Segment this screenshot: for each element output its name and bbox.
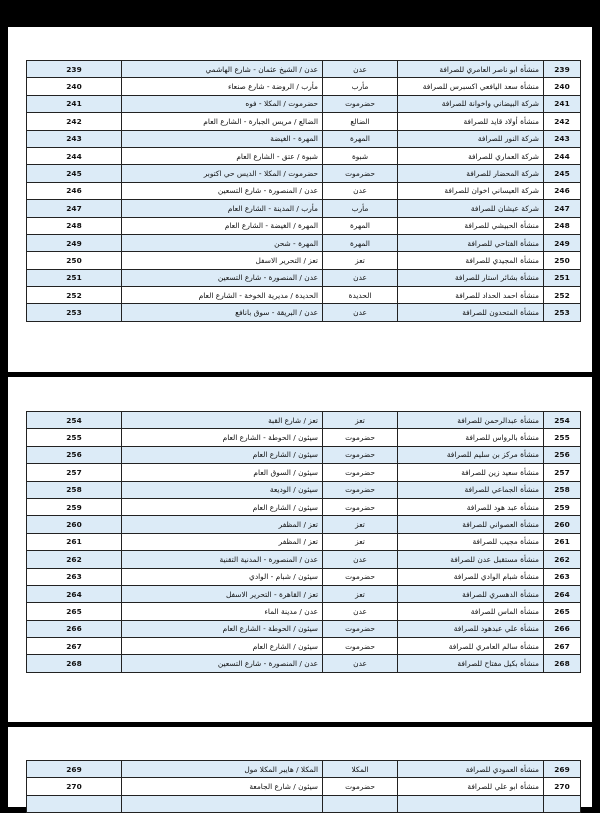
exchange-name-cell: شركة البيضاني واخوانة للصرافة [398, 95, 544, 112]
governorate-cell: تعز [323, 516, 398, 533]
governorate-cell: المكلا [323, 761, 398, 778]
governorate-cell: حضرموت [323, 95, 398, 112]
governorate-cell: عدن [323, 269, 398, 286]
address-cell: مأرب / الروضة - شارع صنعاء [122, 78, 323, 95]
row-number-left: 244 [27, 147, 122, 164]
row-number-left: 255 [27, 429, 122, 446]
table-row [27, 287, 581, 304]
row-number-right: 245 [544, 165, 581, 182]
row-number-left [27, 795, 122, 812]
exchange-registry-table [26, 760, 581, 813]
address-cell: الحديدة / مديرية الخوخة - الشارع العام [122, 287, 323, 304]
exchange-name-cell: منشأة سعد اليافعي اكسبرس للصرافة [398, 78, 544, 95]
document-page-3 [8, 727, 592, 807]
row-number-left: 246 [27, 182, 122, 199]
address-cell: عدن / المنصورة - المدنية التقنية [122, 551, 323, 568]
address-cell: عدن / المنصورة - شارع التسعين [122, 269, 323, 286]
exchange-name-cell: منشأة ابو ناصر العامري للصرافة [398, 61, 544, 78]
exchange-name-cell: منشأة شبام الوادي للصرافة [398, 568, 544, 585]
row-number-left: 267 [27, 638, 122, 655]
governorate-cell: تعز [323, 533, 398, 550]
exchange-name-cell: منشأة سعيد زين للصرافة [398, 464, 544, 481]
row-number-left: 240 [27, 78, 122, 95]
exchange-name-cell: منشأة مستقبل عدن للصرافة [398, 551, 544, 568]
exchange-name-cell: منشأة المتحدون للصرافة [398, 304, 544, 321]
row-number-left: 252 [27, 287, 122, 304]
row-number-right: 263 [544, 568, 581, 585]
row-number-left: 256 [27, 446, 122, 463]
governorate-cell: المهرة [323, 217, 398, 234]
address-cell: المكلا / هايبر المكلا مول [122, 761, 323, 778]
table-row [27, 603, 581, 620]
exchange-name-cell: منشأة أولاد قايد للصرافة [398, 113, 544, 130]
table-row [27, 446, 581, 463]
governorate-cell: حضرموت [323, 429, 398, 446]
exchange-name-cell: منشأة علي عبدهود للصرافة [398, 620, 544, 637]
row-number-right: 244 [544, 147, 581, 164]
governorate-cell: حضرموت [323, 165, 398, 182]
table-row [27, 638, 581, 655]
governorate-cell: المهرة [323, 130, 398, 147]
row-number-right: 256 [544, 446, 581, 463]
governorate-cell: حضرموت [323, 481, 398, 498]
exchange-name-cell: منشأة مركز بن سليم للصرافة [398, 446, 544, 463]
address-cell: سيئون / السوق العام [122, 464, 323, 481]
exchange-name-cell: شركة المحضار للصرافة [398, 165, 544, 182]
row-number-left: 250 [27, 252, 122, 269]
document-page-1 [8, 27, 592, 372]
row-number-right: 251 [544, 269, 581, 286]
row-number-right: 240 [544, 78, 581, 95]
row-number-left: 245 [27, 165, 122, 182]
row-number-right: 252 [544, 287, 581, 304]
row-number-left: 270 [27, 778, 122, 795]
row-number-left: 260 [27, 516, 122, 533]
exchange-name-cell: منشأة الماس للصرافة [398, 603, 544, 620]
address-cell: تعز / المظفر [122, 533, 323, 550]
table-row [27, 95, 581, 112]
table-row [27, 412, 581, 429]
row-number-right: 241 [544, 95, 581, 112]
row-number-right: 242 [544, 113, 581, 130]
row-number-right: 264 [544, 585, 581, 602]
row-number-right: 267 [544, 638, 581, 655]
row-number-right: 253 [544, 304, 581, 321]
table-row [27, 655, 581, 672]
governorate-cell [323, 795, 398, 812]
governorate-cell: المهرة [323, 234, 398, 251]
table-row [27, 113, 581, 130]
row-number-left: 257 [27, 464, 122, 481]
table-row [27, 182, 581, 199]
governorate-cell: مأرب [323, 200, 398, 217]
row-number-right: 247 [544, 200, 581, 217]
address-cell: تعز / شارع القبة [122, 412, 323, 429]
governorate-cell: تعز [323, 585, 398, 602]
row-number-right: 249 [544, 234, 581, 251]
address-cell: عدن / المنصورة - شارع التسعين [122, 182, 323, 199]
table-row [27, 481, 581, 498]
exchange-name-cell: شركة النور للصرافة [398, 130, 544, 147]
governorate-cell: تعز [323, 252, 398, 269]
address-cell [122, 795, 323, 812]
row-number-right: 239 [544, 61, 581, 78]
address-cell: عدن / مدينة الماء [122, 603, 323, 620]
exchange-name-cell: شركة العماري للصرافة [398, 147, 544, 164]
row-number-right: 260 [544, 516, 581, 533]
table-row [27, 61, 581, 78]
row-number-left: 268 [27, 655, 122, 672]
row-number-left: 254 [27, 412, 122, 429]
row-number-left: 247 [27, 200, 122, 217]
row-number-right: 269 [544, 761, 581, 778]
row-number-right: 243 [544, 130, 581, 147]
row-number-right: 258 [544, 481, 581, 498]
address-cell: سيئون / الوديعة [122, 481, 323, 498]
table-row [27, 130, 581, 147]
table-row [27, 147, 581, 164]
governorate-cell: عدن [323, 304, 398, 321]
address-cell: مأرب / المدينة - الشارع العام [122, 200, 323, 217]
exchange-name-cell [398, 795, 544, 812]
row-number-left: 264 [27, 585, 122, 602]
governorate-cell: تعز [323, 412, 398, 429]
table-row [27, 568, 581, 585]
table-row [27, 269, 581, 286]
governorate-cell: الضالع [323, 113, 398, 130]
row-number-left: 239 [27, 61, 122, 78]
exchange-name-cell: منشأة ابو علي للصرافة [398, 778, 544, 795]
governorate-cell: عدن [323, 61, 398, 78]
row-number-right: 257 [544, 464, 581, 481]
address-cell: تعز / القاهرة - التحرير الاسفل [122, 585, 323, 602]
table-row [27, 464, 581, 481]
exchange-name-cell: منشأة الدهسري للصرافة [398, 585, 544, 602]
table-row [27, 200, 581, 217]
address-cell: سيئون / شبام - الوادي [122, 568, 323, 585]
exchange-name-cell: منشأة عبدالرحمن للصرافة [398, 412, 544, 429]
row-number-right: 261 [544, 533, 581, 550]
address-cell: الضالع / مريس الجبارة - الشارع العام [122, 113, 323, 130]
row-number-right: 268 [544, 655, 581, 672]
table-row [27, 778, 581, 795]
governorate-cell: حضرموت [323, 638, 398, 655]
row-number-left: 269 [27, 761, 122, 778]
table-row [27, 761, 581, 778]
exchange-name-cell: منشأة الجماعي للصرافة [398, 481, 544, 498]
document-page-2 [8, 377, 592, 722]
row-number-right: 255 [544, 429, 581, 446]
exchange-name-cell: منشأة بشائر استار للصرافة [398, 269, 544, 286]
governorate-cell: مأرب [323, 78, 398, 95]
row-number-right: 254 [544, 412, 581, 429]
address-cell: عدن / الشيخ عثمان - شارع الهاشمي [122, 61, 323, 78]
row-number-left: 251 [27, 269, 122, 286]
exchange-name-cell: منشأة مجيب للصرافة [398, 533, 544, 550]
row-number-left: 262 [27, 551, 122, 568]
table-row [27, 217, 581, 234]
row-number-right: 265 [544, 603, 581, 620]
governorate-cell: عدن [323, 655, 398, 672]
address-cell: شبوة / عتق - الشارع العام [122, 147, 323, 164]
row-number-right: 248 [544, 217, 581, 234]
exchange-name-cell: منشأة المجيدي للصرافة [398, 252, 544, 269]
address-cell: حضرموت / المكلا - الديس حي اكتوبر [122, 165, 323, 182]
exchange-name-cell: منشأة عبد هود للصرافة [398, 498, 544, 515]
governorate-cell: حضرموت [323, 620, 398, 637]
row-number-right: 246 [544, 182, 581, 199]
address-cell: المهرة - شحن [122, 234, 323, 251]
row-number-right: 266 [544, 620, 581, 637]
exchange-name-cell: شركة العيساني اخوان للصرافة [398, 182, 544, 199]
table-row [27, 78, 581, 95]
table-row [27, 620, 581, 637]
table-row [27, 585, 581, 602]
row-number-left: 242 [27, 113, 122, 130]
governorate-cell: حضرموت [323, 778, 398, 795]
exchange-name-cell: منشأة سالم العامري للصرافة [398, 638, 544, 655]
row-number-left: 243 [27, 130, 122, 147]
table-row [27, 165, 581, 182]
table-row [27, 429, 581, 446]
table-row [27, 498, 581, 515]
address-cell: سيئون / شارع الجامعة [122, 778, 323, 795]
row-number-left: 263 [27, 568, 122, 585]
exchange-name-cell: منشأة الحبيشي للصرافة [398, 217, 544, 234]
row-number-right [544, 795, 581, 812]
exchange-name-cell: منشأة بكيل مفتاح للصرافة [398, 655, 544, 672]
governorate-cell: الحديدة [323, 287, 398, 304]
table-row [27, 516, 581, 533]
governorate-cell: عدن [323, 551, 398, 568]
row-number-left: 258 [27, 481, 122, 498]
row-number-left: 253 [27, 304, 122, 321]
exchange-registry-table [26, 411, 581, 673]
governorate-cell: عدن [323, 603, 398, 620]
governorate-cell: عدن [323, 182, 398, 199]
exchange-name-cell: منشأة الفتاحي للصرافة [398, 234, 544, 251]
table-row [27, 533, 581, 550]
address-cell: سيئون / الشارع العام [122, 446, 323, 463]
address-cell: المهرة - الغيضة [122, 130, 323, 147]
row-number-right: 262 [544, 551, 581, 568]
address-cell: عدن / المنصورة - شارع التسعين [122, 655, 323, 672]
address-cell: تعز / التحرير الاسفل [122, 252, 323, 269]
row-number-left: 249 [27, 234, 122, 251]
table-row [27, 234, 581, 251]
table-row [27, 795, 581, 812]
exchange-name-cell: منشأة بالرواس للصرافة [398, 429, 544, 446]
governorate-cell: حضرموت [323, 498, 398, 515]
governorate-cell: حضرموت [323, 568, 398, 585]
governorate-cell: حضرموت [323, 464, 398, 481]
row-number-right: 259 [544, 498, 581, 515]
exchange-name-cell: منشأة احمد الحداد للصرافة [398, 287, 544, 304]
row-number-left: 259 [27, 498, 122, 515]
governorate-cell: حضرموت [323, 446, 398, 463]
row-number-left: 248 [27, 217, 122, 234]
row-number-left: 265 [27, 603, 122, 620]
address-cell: سيئون / الشارع العام [122, 498, 323, 515]
governorate-cell: شبوة [323, 147, 398, 164]
exchange-name-cell: منشأة العمودي للصرافة [398, 761, 544, 778]
address-cell: سيئون / الحوطة - الشارع العام [122, 620, 323, 637]
table-row [27, 252, 581, 269]
row-number-left: 261 [27, 533, 122, 550]
address-cell: عدن / البريقة - سوق بانافع [122, 304, 323, 321]
row-number-left: 241 [27, 95, 122, 112]
address-cell: المهرة / الغيضة - الشارع العام [122, 217, 323, 234]
address-cell: سيئون / الحوطة - الشارع العام [122, 429, 323, 446]
row-number-left: 266 [27, 620, 122, 637]
address-cell: تعز / المظفر [122, 516, 323, 533]
exchange-name-cell: منشأة العصواني للصرافة [398, 516, 544, 533]
exchange-registry-table [26, 60, 581, 322]
table-row [27, 551, 581, 568]
address-cell: سيئون / الشارع العام [122, 638, 323, 655]
row-number-right: 270 [544, 778, 581, 795]
row-number-right: 250 [544, 252, 581, 269]
table-row [27, 304, 581, 321]
address-cell: حضرموت / المكلا - فوه [122, 95, 323, 112]
exchange-name-cell: شركة عيشان للصرافة [398, 200, 544, 217]
